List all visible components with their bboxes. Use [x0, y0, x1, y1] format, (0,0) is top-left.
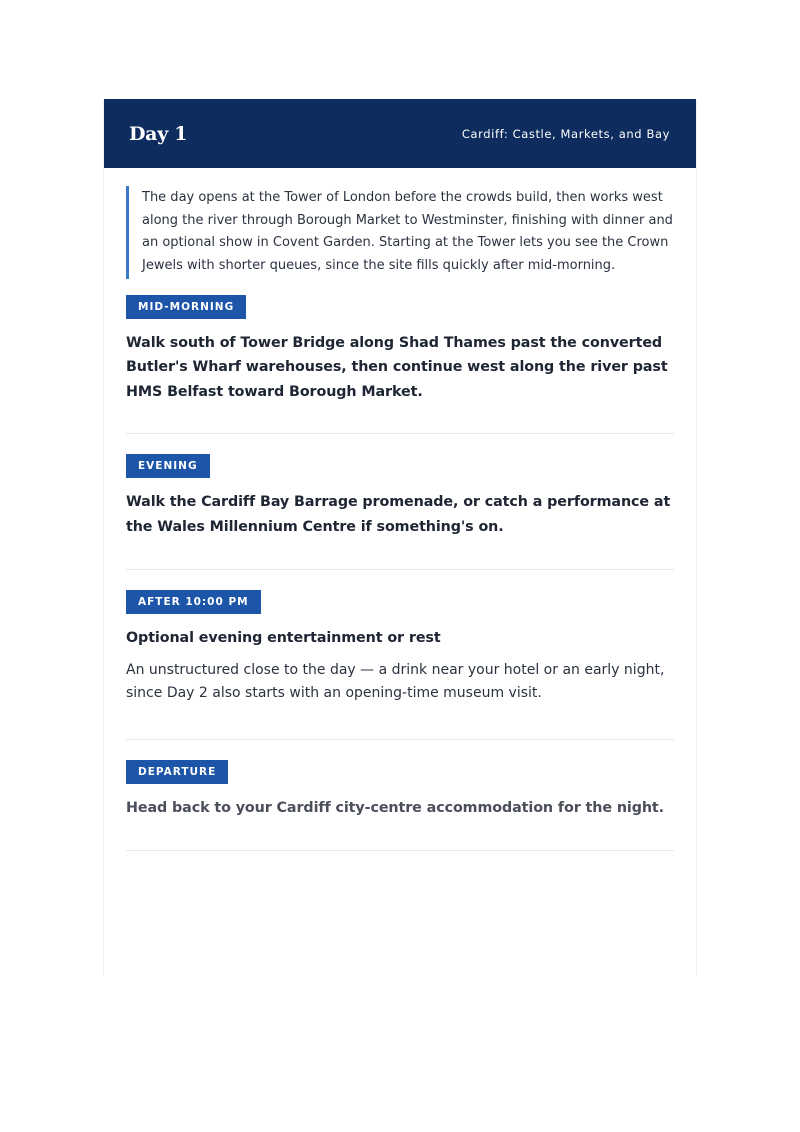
time-section-mid-morning [126, 295, 674, 435]
activity-headline: Head back to your Cardiff city-centre accommodation for the night. [126, 800, 665, 817]
day-subtitle: Cardiff: Castle, Markets, and Bay [461, 126, 670, 141]
day-intro: The day opens at the Tower of London before the crowds build, then works west along the river through Borough Market to Westminster, finishing with dinner and an optional show in Covent Garden. Starting at the Tower lets you see the Crown Jewels with shorter queues, since the site fills quickly after mid-morning. [126, 186, 674, 279]
time-badge: DEPARTURE [126, 760, 228, 784]
time-badge: EVENING [126, 454, 210, 478]
time-section-evening [126, 434, 674, 570]
day-body [104, 168, 696, 851]
time-badge: AFTER 10:00 PM [126, 590, 261, 614]
itinerary-day-card [103, 99, 697, 975]
activity-headline: Walk the Cardiff Bay Barrage promenade, or catch a performance at the Wales Millennium Centre if something's on. [126, 494, 671, 535]
day-title: Day 1 [129, 122, 188, 145]
activity-headline: Optional evening entertainment or rest [126, 630, 441, 647]
time-section-departure [126, 740, 674, 851]
time-section-after-10pm [126, 570, 674, 740]
time-badge: MID-MORNING [126, 295, 246, 319]
activity-description: An unstructured close to the day — a drink near your hotel or an early night, since Day 2 also starts with an opening-time museum visit. [126, 661, 665, 701]
day-header [104, 99, 696, 168]
activity-headline: Walk south of Tower Bridge along Shad Thames past the converted Butler's Wharf warehouses, then continue west along the river past HMS Belfast toward Borough Market. [126, 334, 668, 400]
